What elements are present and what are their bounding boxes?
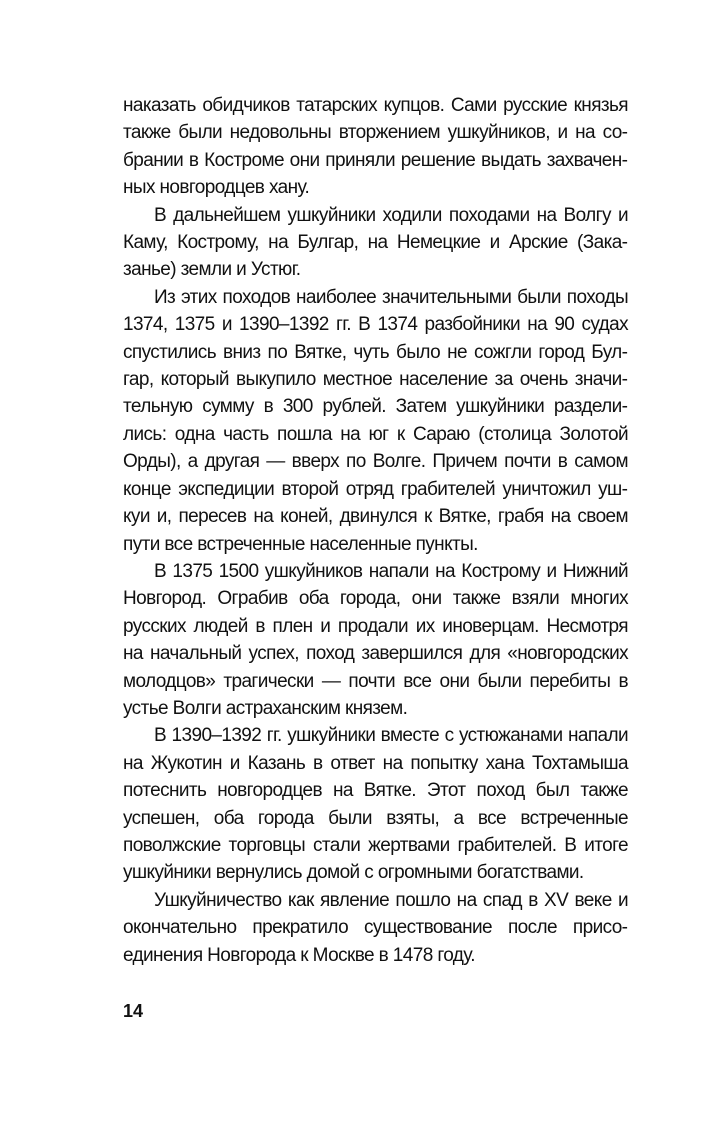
- paragraph-5: В 1390–1392 гг. ушкуйники вместе с устюжанами напали на Жукотин и Казань в ответ на попытку хана Тохтамыша потеснить новгородцев на Вятке. Этот поход был также успешен, оба города были взяты, а все встреченные поволжские торговцы стали жертвами грабителей. В итоге ушкуйники вернулись домой с огромными богатствами.: [123, 725, 628, 884]
- paragraph-1: наказать обидчиков татарских купцов. Сами русские князья также были недовольны вторжением ушкуйников, и на собрании в Костроме они приняли решение выдать захваченных новгородцев хану.: [123, 95, 628, 199]
- paragraph-6: Ушкуйничество как явление пошло на спад в XV веке и окончательно прекратило существование после присоединения Новгорода к Москве в 1478 году.: [123, 889, 628, 966]
- body-text: [123, 92, 628, 969]
- paragraph-2: В дальнейшем ушкуйники ходили походами на Волгу и Каму, Кострому, на Булгар, на Немецкие и Арские (Заказанье) земли и Устюг.: [123, 204, 628, 281]
- paragraph-4: В 1375 1500 ушкуйников напали на Кострому и Нижний Новгород. Ограбив оба города, они также взяли многих русских людей в плен и продали их иноверцам. Несмотря на начальный успех, поход завершился для «новгородских молодцов» трагически — почти все они были перебиты в устье Волги астраханским князем.: [123, 560, 628, 719]
- paragraph-3: Из этих походов наиболее значительными были походы 1374, 1375 и 1390–1392 гг. В 1374 разбойники на 90 судах спустились вниз по Вятке, чуть было не сожгли город Булгар, который выкупило местное население за очень значительную сумму в 300 рублей. Затем ушкуйники разделились: одна часть пошла на юг к Сараю (столица Золотой Орды), а другая — вверх по Волге. Причем почти в самом конце экспедиции второй отряд грабителей уничтожил ушкуи и, пересев на коней, двинулся к Вятке, грабя на своем пути все встреченные населенные пункты.: [123, 286, 628, 555]
- page-number: 14: [123, 1001, 144, 1021]
